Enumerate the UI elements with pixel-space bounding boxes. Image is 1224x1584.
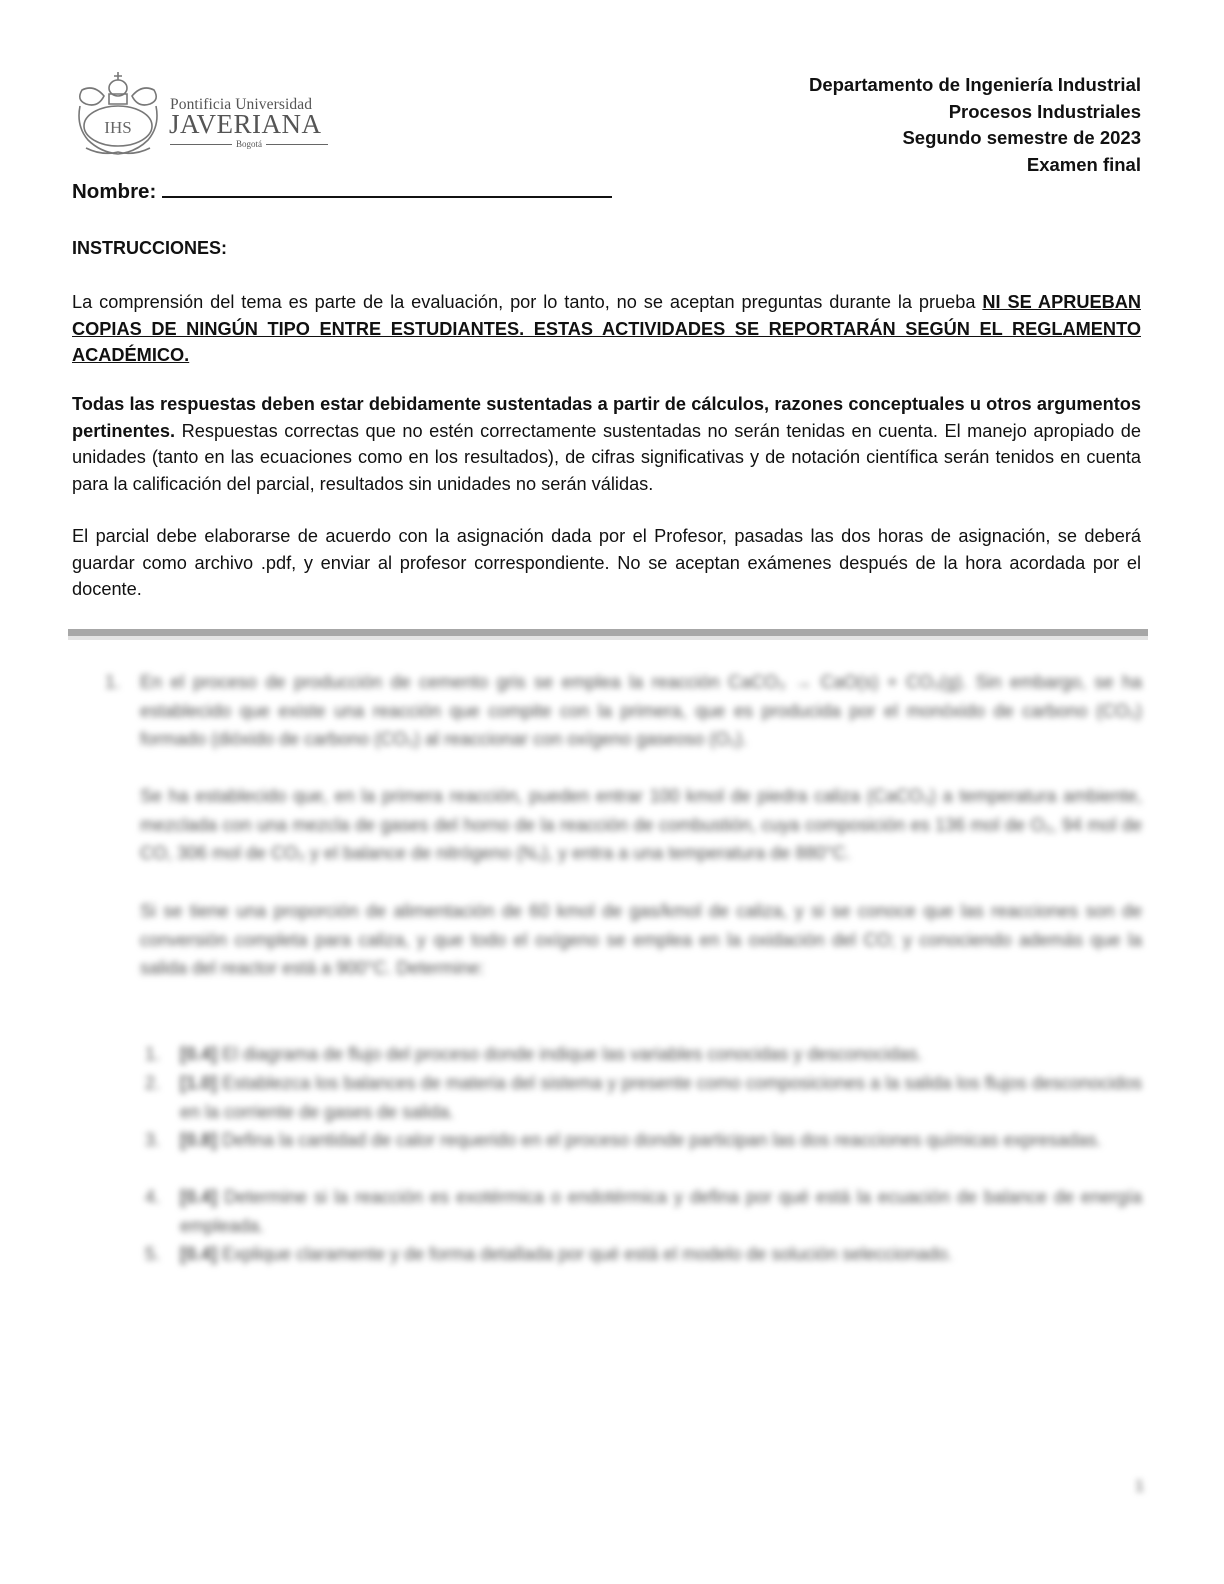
instructions-paragraph-3: El parcial debe elaborarse de acuerdo con la asignación dada por el Profesor, pasadas las dos horas de asignación, se deberá guardar como archivo .pdf, y enviar al profesor correspondiente. No se aceptan exámenes después de la hora acordada por el docente.	[72, 526, 1141, 599]
section-divider-shadow	[68, 636, 1148, 640]
question-paragraph-1: 1. En el proceso de producción de cemento gris se emplea la reacción CaCO₃ → CaO(s) + CO₂(g). Sin embargo, se ha establecido que existe una reacción que compite con la primera, que es producida por el monóxido de carbono (CO₂) formado (dióxido de carbono (CO₂) al reaccionar con oxígeno gaseoso (O₂).	[105, 668, 1142, 754]
logo-line-1: Pontificia Universidad	[170, 96, 313, 113]
logo-city: Bogotá	[170, 139, 328, 149]
department: Departamento de Ingeniería Industrial	[808, 74, 1141, 95]
name-blank-line[interactable]	[162, 178, 612, 198]
name-label: Nombre:	[72, 180, 157, 203]
university-crest-icon	[72, 68, 164, 158]
exam-title: Examen final	[1026, 153, 1141, 175]
question-part: 3. [0.8] Defina la cantidad de calor requerido en el proceso donde participan las dos reacciones químicas expresadas.	[145, 1130, 1102, 1150]
question-paragraph-3: Si se tiene una proporción de alimentación de 60 kmol de gas/kmol de caliza, y si se conoce que las reacciones son de conversión completa para caliza, y que todo el oxígeno se emplea en la oxidación del CO; y conociendo además que la salida del reactor está a 900°C. Determine:	[140, 901, 1142, 978]
question-part: 2. [1.0] Establezca los balances de materia del sistema y presente como composiciones a la salida los flujos desconocidos en la corriente de gases de salida.	[145, 1073, 1142, 1122]
logo-rule-right	[266, 144, 328, 145]
question-part: 4. [0.4] Determine si la reacción es exotérmica o endotérmica y defina por qué está la ecuación de balance de energía empleada.	[145, 1187, 1142, 1236]
page-number: 1	[1135, 1478, 1144, 1495]
question-paragraph-2: Se ha establecido que, en la primera reacción, pueden entrar 100 kmol de piedra caliza (CaCO₃) a temperatura ambiente, mezclada con una mezcla de gases del horno de la reacción de combustión, cuya composición es 136 mol de O₂, 94 mol de CO, 306 mol de CO₂ y el balance de nitrógeno (N₂), y entra a una temperatura de 880°C.	[140, 786, 1142, 863]
course-name: Procesos Industriales	[948, 100, 1141, 122]
svg-text:IHS: IHS	[104, 118, 132, 137]
logo-rule-left	[170, 144, 232, 145]
name-field	[72, 178, 612, 204]
question-number: 1.	[105, 672, 121, 692]
instructions-title: INSTRUCCIONES:	[72, 238, 228, 258]
semester: Segundo semestre de 2023	[902, 127, 1141, 148]
university-logo	[72, 68, 332, 158]
instructions-paragraph-1: La comprensión del tema es parte de la evaluación, por lo tanto, no se aceptan preguntas durante la prueba NI SE APRUEBAN COPIAS DE NINGÚN TIPO ENTRE ESTUDIANTES. ESTAS ACTIVIDADES SE REPORTARÁN SEGÚN EL REGLAMENTO ACADÉMICO.	[72, 292, 1141, 365]
logo-line-2: JAVERIANA	[169, 109, 322, 139]
question-part: 1. [0.4] El diagrama de flujo del proceso donde indique las variables conocidas y desconocidas.	[145, 1044, 923, 1064]
section-divider	[68, 629, 1148, 636]
academic-rule-warning: NI SE APRUEBAN COPIAS DE NINGÚN TIPO ENTRE ESTUDIANTES. ESTAS ACTIVIDADES SE REPORTARÁN SEGÚN EL REGLAMENTO ACADÉMICO.	[72, 292, 1141, 365]
document-header	[809, 72, 1141, 178]
question-part: 5. [0.4] Explique claramente y de forma detallada por qué está el modelo de solución seleccionado.	[145, 1244, 953, 1264]
instructions-paragraph-2: Todas las respuestas deben estar debidamente sustentadas a partir de cálculos, razones conceptuales u otros argumentos pertinentes. Respuestas correctas que no estén correctamente sustentadas no serán tenidas en cuenta. El manejo apropiado de unidades (tanto en las ecuaciones como en los resultados), de cifras significativas y de notación científica serán tenidos en cuenta para la calificación del parcial, resultados sin unidades no serán válidas.	[72, 394, 1141, 494]
